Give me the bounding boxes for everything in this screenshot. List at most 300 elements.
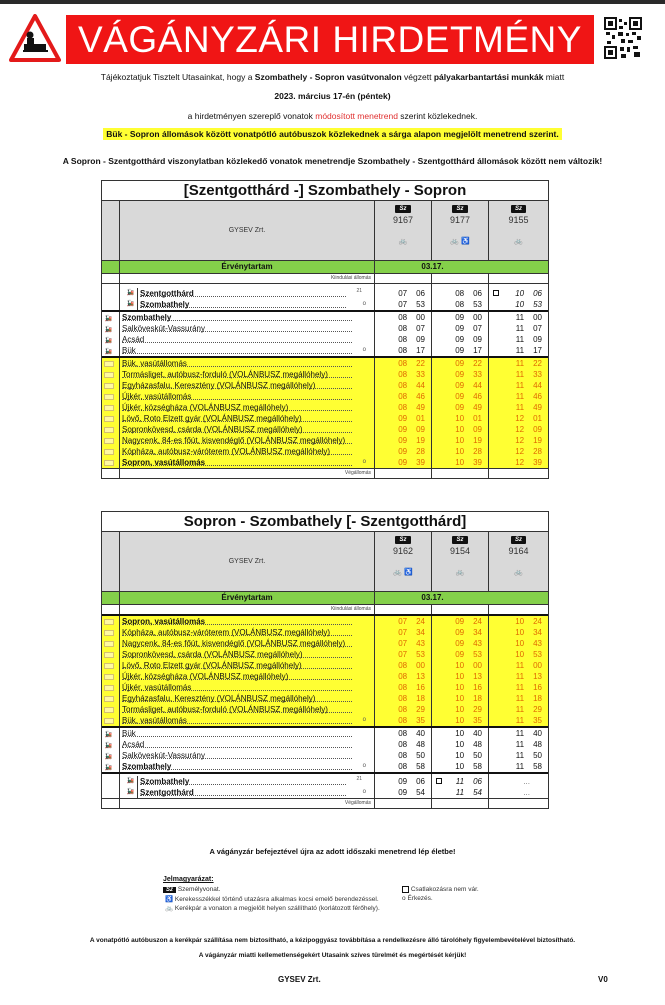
row-icon-cell [102, 638, 120, 649]
time-cell [489, 435, 548, 446]
validity-date: 03.17. [421, 262, 444, 271]
station-name: Tormásliget, autóbusz-forduló (VOLÁNBUSZ megállóhely) [122, 370, 328, 379]
time-minute: 13 [416, 672, 425, 681]
time-cell [375, 693, 432, 704]
arrival-marker: o [362, 763, 366, 769]
no-connection-square-icon [493, 290, 499, 296]
time-hour: 07 [398, 300, 408, 309]
time-cell [375, 649, 432, 660]
time-minute: 13 [473, 672, 482, 681]
blank-cell [489, 274, 548, 283]
time-minute: 43 [533, 639, 542, 648]
time-cell [489, 299, 548, 310]
bus-stop-row [102, 715, 548, 726]
time-cell [432, 380, 489, 391]
station-name: Sopron, vasútállomás [122, 617, 206, 626]
time-minute: 28 [473, 447, 482, 456]
legend-text: Csatlakozásra nem vár. [410, 886, 479, 894]
row-icon-cell [102, 288, 120, 299]
time-minute: 09 [416, 335, 425, 344]
time-minute: 58 [533, 762, 542, 771]
time-hour: 09 [398, 458, 408, 467]
time-hour: 10 [455, 740, 465, 749]
blank-cell [375, 605, 432, 614]
time-minute: 40 [473, 729, 482, 738]
time-hour: 10 [455, 762, 465, 771]
train-column-header [432, 201, 489, 260]
time-minute: 19 [416, 436, 425, 445]
row-icon-cell [102, 693, 120, 704]
end-station-label: Végállomás [120, 799, 375, 808]
time-minute: 09 [416, 425, 425, 434]
bus-stop-row [102, 457, 548, 468]
station-name-cell [120, 446, 375, 457]
bicycle-wheelchair-icons: 🚲 [455, 569, 465, 576]
time-minute: 46 [533, 392, 542, 401]
bicycle-wheelchair-icons: 🚲 ♿ [393, 569, 413, 576]
time-hour: 08 [398, 381, 408, 390]
time-hour: 09 [398, 777, 408, 786]
time-minute: 28 [533, 447, 542, 456]
time-hour: 08 [398, 716, 408, 725]
time-cell [432, 776, 489, 787]
train-icon: 🚂 [104, 327, 113, 333]
station-name-cell [120, 457, 375, 468]
station-name-cell [120, 627, 375, 638]
station-name-cell [120, 334, 375, 345]
time-cell [375, 446, 432, 457]
top-border [0, 0, 665, 4]
time-minute: 00 [416, 661, 425, 670]
time-cell [375, 704, 432, 715]
bus-stop-row [102, 649, 548, 660]
bus-stop-row [102, 693, 548, 704]
station-name-cell [120, 693, 375, 704]
operator-name: GYSEV Zrt. [120, 201, 375, 260]
time-minute: 00 [533, 661, 542, 670]
bus-icon [104, 619, 114, 625]
time-cell [375, 750, 432, 761]
time-hour: 12 [515, 436, 525, 445]
legend-text: Kerékpár a vonaton a megjelölt helyen szállítható (korlátozott férőhely). [174, 905, 380, 912]
time-minute: 34 [416, 628, 425, 637]
time-hour: 10 [455, 716, 465, 725]
time-hour: 10 [455, 729, 465, 738]
station-name-cell [120, 402, 375, 413]
station-name-cell [120, 616, 375, 627]
row-icon-cell [102, 627, 120, 638]
time-hour: 09 [455, 650, 465, 659]
station-name: Szombathely [122, 762, 172, 771]
station-row [102, 310, 548, 323]
legend-item-bicycle [165, 904, 380, 912]
end-station [102, 798, 548, 808]
time-cell [489, 616, 548, 627]
bus-stop-row [102, 369, 548, 380]
station-name: Szombathely [140, 777, 190, 786]
bus-stop-row [102, 682, 548, 693]
station-name: Szombathely [122, 313, 172, 322]
time-hour: 11 [515, 740, 525, 749]
time-hour: 11 [515, 694, 525, 703]
row-icon-cell [102, 446, 120, 457]
circle-icon: o [402, 895, 406, 902]
legend-item-arrival [402, 895, 433, 902]
station-name-cell [120, 761, 375, 772]
time-hour: 08 [398, 729, 408, 738]
time-minute: 40 [416, 729, 425, 738]
time-hour: 10 [455, 447, 465, 456]
row-icon-cell [102, 391, 120, 402]
validity-row [102, 260, 548, 273]
time-cell [432, 402, 489, 413]
time-cell [432, 761, 489, 772]
time-cell [375, 299, 432, 310]
dotted-leader [122, 353, 352, 354]
bicycle-wheelchair-icons: 🚲 ♿ [450, 238, 470, 245]
station-name: Kópháza, autóbusz-váróterem (VOLÁNBUSZ megállóhely) [122, 628, 331, 637]
station-name: Szombathely [140, 300, 190, 309]
time-cell [432, 299, 489, 310]
time-minute: 24 [533, 617, 542, 626]
station-name: Acsád [122, 740, 145, 749]
time-hour: 11 [515, 716, 525, 725]
row-icon-cell [102, 424, 120, 435]
connection-row [102, 288, 548, 299]
end-station-label: Végállomás [120, 469, 375, 478]
time-cell [375, 715, 432, 726]
closure-date: 2023. március 17-én (péntek) [274, 91, 391, 101]
mod-highlight: módosított menetrend [315, 111, 398, 121]
time-cell [375, 682, 432, 693]
blank-cell [102, 799, 120, 808]
intro-line: Szombathely - Sopron vasútvonalon [254, 72, 402, 82]
time-cell [489, 693, 548, 704]
time-minute: 39 [473, 458, 482, 467]
time-minute: 01 [473, 414, 482, 423]
blank-cell [375, 799, 432, 808]
connection-note: 21 [356, 776, 362, 782]
intro-part: miatt [543, 72, 565, 82]
blank-cell [102, 592, 120, 604]
intro-text [0, 72, 665, 82]
time-cell [432, 682, 489, 693]
station-name-cell [120, 682, 375, 693]
time-hour: 10 [455, 661, 465, 670]
time-hour: 08 [398, 313, 408, 322]
bus-stop-row [102, 704, 548, 715]
bus-icon [104, 663, 114, 669]
station-name: Nagycenk, 84-es főút, kisvendéglő (VOLÁNBUSZ megállóhely) [122, 639, 346, 648]
bus-icon [104, 707, 114, 713]
blank-cell [102, 261, 120, 273]
blank-cell [432, 605, 489, 614]
time-cell [489, 369, 548, 380]
time-hour: 07 [398, 628, 408, 637]
no-connection-square-icon [436, 778, 442, 784]
row-icon-cell [102, 358, 120, 369]
train-column-header [432, 532, 489, 591]
time-minute: 17 [533, 346, 542, 355]
time-minute: 00 [473, 661, 482, 670]
time-minute: 43 [473, 639, 482, 648]
time-hour: 10 [455, 683, 465, 692]
train-icon: 🚂 [104, 316, 113, 322]
time-minute: 18 [473, 694, 482, 703]
start-station [102, 604, 548, 614]
time-minute: 06 [473, 289, 482, 298]
time-hour: 10 [515, 300, 525, 309]
time-minute: 19 [473, 436, 482, 445]
timetable-sopron-szombathely [101, 511, 549, 809]
time-hour: 09 [455, 324, 465, 333]
connection-row [102, 787, 548, 798]
train-number: 9164 [508, 546, 529, 556]
time-minute: 06 [533, 289, 542, 298]
bus-icon [104, 641, 114, 647]
square-icon [402, 886, 409, 893]
time-minute: 13 [533, 672, 542, 681]
time-cell [375, 435, 432, 446]
bus-icon [104, 718, 114, 724]
time-minute: 53 [473, 300, 482, 309]
time-hour: 12 [515, 458, 525, 467]
arrival-marker: o [362, 717, 366, 723]
time-hour: 08 [398, 370, 408, 379]
time-hour: 11 [515, 381, 525, 390]
time-hour: 07 [398, 639, 408, 648]
time-hour: 10 [455, 672, 465, 681]
station-name: Salköveskút-Vassurány [122, 324, 205, 333]
time-hour: 10 [455, 458, 465, 467]
time-minute: 49 [533, 403, 542, 412]
row-icon-cell [102, 435, 120, 446]
time-minute: 06 [416, 289, 425, 298]
legend-item-no-connection [402, 886, 479, 893]
row-icon-cell [102, 312, 120, 323]
bus-stop-row [102, 435, 548, 446]
bus-stop-row [102, 638, 548, 649]
station-name-cell [120, 671, 375, 682]
station-name: Acsád [122, 335, 145, 344]
station-row [102, 334, 548, 345]
time-hour: 09 [455, 313, 465, 322]
bus-stop-row [102, 446, 548, 457]
time-minute: 33 [416, 370, 425, 379]
train-icon: 🚂 [126, 778, 135, 784]
station-name-cell [120, 750, 375, 761]
time-minute: 50 [416, 751, 425, 760]
bicycle-wheelchair-icons: 🚲 [514, 569, 523, 576]
time-hour: 08 [398, 661, 408, 670]
version-label: V0 [598, 975, 608, 984]
time-cell [432, 739, 489, 750]
time-cell [432, 345, 489, 356]
time-hour: 09 [398, 788, 408, 797]
blank-cell [432, 799, 489, 808]
time-hour: 12 [515, 414, 525, 423]
no-service: ... [523, 788, 530, 797]
time-cell [375, 358, 432, 369]
time-cell [375, 616, 432, 627]
time-hour: 09 [455, 628, 465, 637]
row-icon-cell [102, 413, 120, 424]
time-minute: 53 [533, 650, 542, 659]
time-cell [432, 369, 489, 380]
station-name: Nagycenk, 84-es főút, kisvendéglő (VOLÁNBUSZ megállóhely) [122, 436, 346, 445]
connection-row [102, 299, 548, 310]
time-hour: 11 [515, 403, 525, 412]
train-icon: 🚂 [104, 765, 113, 771]
time-cell [489, 704, 548, 715]
time-hour: 07 [398, 650, 408, 659]
time-cell [375, 638, 432, 649]
station-row [102, 761, 548, 772]
station-name: Salköveskút-Vassurány [122, 751, 205, 760]
bus-stop-row [102, 413, 548, 424]
time-minute: 53 [416, 300, 425, 309]
time-minute: 54 [473, 788, 482, 797]
bus-stop-row [102, 402, 548, 413]
time-cell [489, 739, 548, 750]
time-cell [432, 323, 489, 334]
time-minute: 29 [416, 705, 425, 714]
blank-cell [432, 274, 489, 283]
time-hour: 11 [455, 788, 465, 797]
time-minute: 07 [473, 324, 482, 333]
bicycle-icon: 🚲 [165, 905, 174, 912]
time-hour: 07 [398, 617, 408, 626]
row-icon-cell [102, 660, 120, 671]
blank-cell [432, 469, 489, 478]
train-icon: 🚂 [126, 301, 135, 307]
station-name-cell [120, 435, 375, 446]
station-name-cell [120, 739, 375, 750]
time-hour: 08 [398, 324, 408, 333]
time-minute: 49 [416, 403, 425, 412]
row-icon-cell [102, 776, 120, 787]
time-cell [375, 312, 432, 323]
time-minute: 07 [416, 324, 425, 333]
intro-works: pályakarbantartási munkák [433, 72, 544, 82]
train-number: 9167 [392, 215, 414, 225]
validity-row [102, 591, 548, 604]
legend-text: Személyvonat. [177, 886, 221, 893]
time-cell [489, 413, 548, 424]
station-name: Lövő, Roto Elzett gyár (VOLÁNBUSZ megállóhely) [122, 414, 302, 423]
time-cell [432, 391, 489, 402]
train-column-header [375, 201, 432, 260]
time-hour: 11 [515, 359, 525, 368]
time-cell [375, 627, 432, 638]
time-hour: 08 [398, 403, 408, 412]
time-minute: 06 [473, 777, 482, 786]
station-name: Sopronkövesd, csárda (VOLÁNBUSZ megállóhely) [122, 650, 303, 659]
station-name: Szentgotthárd [140, 289, 194, 298]
time-minute: 22 [533, 359, 542, 368]
bus-stop-row [102, 391, 548, 402]
time-minute: 46 [416, 392, 425, 401]
time-cell [432, 693, 489, 704]
station-name-cell [120, 715, 375, 726]
station-name: Bük [122, 729, 136, 738]
time-minute: 43 [416, 639, 425, 648]
blank-cell [375, 469, 432, 478]
station-name: Újkér, vasútállomás [122, 392, 192, 401]
company-name: GYSEV Zrt. [278, 975, 321, 984]
station-name-cell [120, 288, 375, 299]
time-minute: 53 [533, 300, 542, 309]
time-hour: 09 [455, 639, 465, 648]
train-icon: 🚂 [104, 349, 113, 355]
bus-stop-row [102, 660, 548, 671]
row-icon-cell [102, 380, 120, 391]
time-minute: 48 [416, 740, 425, 749]
time-minute: 28 [416, 447, 425, 456]
row-icon-cell [102, 369, 120, 380]
station-name: Bük, vasútállomás [122, 716, 187, 725]
time-minute: 34 [473, 628, 482, 637]
time-minute: 54 [416, 788, 425, 797]
time-hour: 11 [515, 751, 525, 760]
start-station [102, 273, 548, 283]
intro-part: végzett [401, 72, 434, 82]
time-minute: 35 [533, 716, 542, 725]
time-hour: 08 [398, 740, 408, 749]
time-hour: 09 [398, 414, 408, 423]
time-hour: 09 [455, 359, 465, 368]
time-minute: 39 [533, 458, 542, 467]
time-cell [375, 761, 432, 772]
time-hour: 09 [398, 447, 408, 456]
time-cell [375, 402, 432, 413]
mod-part: a hirdetményen szereplő vonatok [187, 111, 316, 121]
time-hour: 10 [455, 751, 465, 760]
time-minute: 24 [473, 617, 482, 626]
time-hour: 10 [515, 617, 525, 626]
bus-icon [104, 696, 114, 702]
bus-icon [104, 685, 114, 691]
time-cell [432, 446, 489, 457]
train-number: 9162 [392, 546, 414, 556]
passenger-train-badge: Sz [452, 205, 467, 213]
bus-stop-row [102, 356, 548, 369]
station-name-cell [120, 649, 375, 660]
apology-note: A vágányzár miatti kellemetlenségekért Utasaink szíves türelmét és megértését kérjük! [198, 952, 467, 959]
train-icon: 🚂 [104, 732, 113, 738]
time-cell [489, 312, 548, 323]
time-minute: 53 [416, 650, 425, 659]
time-hour: 10 [515, 650, 525, 659]
row-icon-cell [102, 299, 120, 310]
blank-cell [102, 605, 120, 614]
time-minute: 24 [416, 617, 425, 626]
time-cell [375, 660, 432, 671]
time-cell [432, 312, 489, 323]
time-cell [375, 380, 432, 391]
blank-cell [102, 532, 120, 591]
time-hour: 12 [515, 447, 525, 456]
station-name: Tormásliget, autóbusz-forduló (VOLÁNBUSZ megállóhely) [122, 705, 328, 714]
time-hour: 08 [398, 751, 408, 760]
time-minute: 09 [473, 335, 482, 344]
bus-icon [104, 427, 114, 433]
time-minute: 40 [533, 729, 542, 738]
time-minute: 06 [416, 777, 425, 786]
legend-text: Kerekesszékkel történő utazásra alkalmas kocsi emelő berendezéssel. [174, 896, 379, 903]
time-hour: 10 [515, 628, 525, 637]
row-icon-cell [102, 715, 120, 726]
